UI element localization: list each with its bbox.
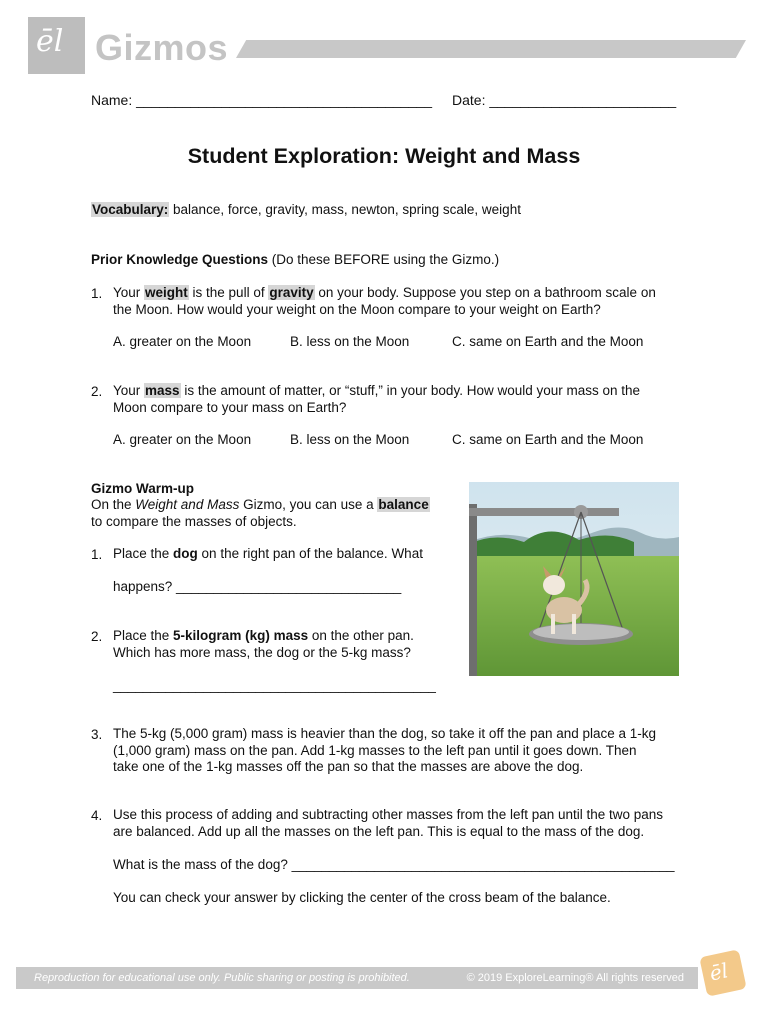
- term-mass: mass: [145, 383, 180, 398]
- step4-check-note: You can check your answer by clicking the center of the cross beam of the balance.: [113, 890, 611, 905]
- term-gravity: gravity: [269, 285, 314, 300]
- footer-copyright: © 2019 ExploreLearning® All rights reserved: [466, 972, 684, 984]
- term-weight: weight: [145, 285, 188, 300]
- vocabulary: [91, 202, 521, 217]
- gizmos-brand: Gizmos: [95, 27, 229, 68]
- step3-number: 3.: [91, 727, 103, 742]
- step2-text: Place the 5-kilogram (kg) mass on the other pan. Which has more mass, the dog or the 5-kg mass?: [113, 628, 414, 660]
- q2-number: 2.: [91, 384, 103, 399]
- term-balance: balance: [378, 497, 429, 512]
- warmup-heading: Gizmo Warm-up: [91, 481, 194, 496]
- q1-choice-c[interactable]: C. same on Earth and the Moon: [452, 334, 644, 349]
- q1-choice-a[interactable]: A. greater on the Moon: [113, 334, 252, 349]
- q1-text: Your weight is the pull of gravity on your body. Suppose you step on a bathroom scale on the Moon. How would your weight on the Moon compare to your weight on Earth?: [113, 285, 656, 317]
- footer-bar: [16, 967, 698, 989]
- header-bar: [236, 40, 746, 58]
- footer-reproduction-note: Reproduction for educational use only. Public sharing or posting is prohibited.: [34, 972, 410, 984]
- dog-mass-answer-line[interactable]: What is the mass of the dog? ___________________________________________________: [113, 857, 675, 872]
- q1-choice-b[interactable]: B. less on the Moon: [290, 334, 410, 349]
- name-field[interactable]: Name: ______________________________________: [91, 92, 432, 108]
- explorelearning-logo: ēl: [28, 17, 85, 74]
- q2-text: Your mass is the amount of matter, or “stuff,” in your body. How would your mass on the Moon compare to your mass on Earth?: [113, 383, 641, 415]
- step2-number: 2.: [91, 629, 103, 644]
- prior-note: (Do these BEFORE using the Gizmo.): [268, 252, 500, 267]
- vocabulary-label: Vocabulary:: [92, 202, 169, 217]
- corner-logo: ēl: [699, 949, 746, 996]
- page-title: Student Exploration: Weight and Mass: [187, 144, 581, 168]
- step4-text: Use this process of adding and subtracting other masses from the left pan until the two pans are balanced. Add up all the masses on the left pan. This is equal to the mass of the dog.: [113, 807, 664, 839]
- step1-number: 1.: [91, 547, 103, 562]
- balance-dog-image: [469, 482, 679, 676]
- warmup-intro: On the Weight and Mass Gizmo, you can use a balance to compare the masses of objects.: [91, 497, 429, 529]
- step4-number: 4.: [91, 808, 103, 823]
- q2-choice-c[interactable]: C. same on Earth and the Moon: [452, 432, 644, 447]
- step2-answer-line[interactable]: ___________________________________________: [113, 678, 436, 693]
- step3-text: The 5-kg (5,000 gram) mass is heavier than the dog, so take it off the pan and place a 1-kg (1,000 gram) mass on the pan. Add 1-kg masses to the left pan until it goes down. Then take one of the 1-kg masses off the pan so that the masses are above the dog.: [113, 726, 657, 774]
- q2-choice-b[interactable]: B. less on the Moon: [290, 432, 410, 447]
- q2-choice-a[interactable]: A. greater on the Moon: [113, 432, 252, 447]
- prior-knowledge-heading: [91, 252, 499, 267]
- q1-number: 1.: [91, 286, 103, 301]
- step1-text: Place the dog on the right pan of the balance. What: [113, 546, 423, 561]
- vocabulary-terms: balance, force, gravity, mass, newton, spring scale, weight: [169, 202, 521, 217]
- date-field[interactable]: Date: ________________________: [452, 92, 677, 108]
- step1-answer-line[interactable]: happens? ______________________________: [113, 579, 402, 594]
- prior-heading-text: Prior Knowledge Questions: [91, 252, 269, 267]
